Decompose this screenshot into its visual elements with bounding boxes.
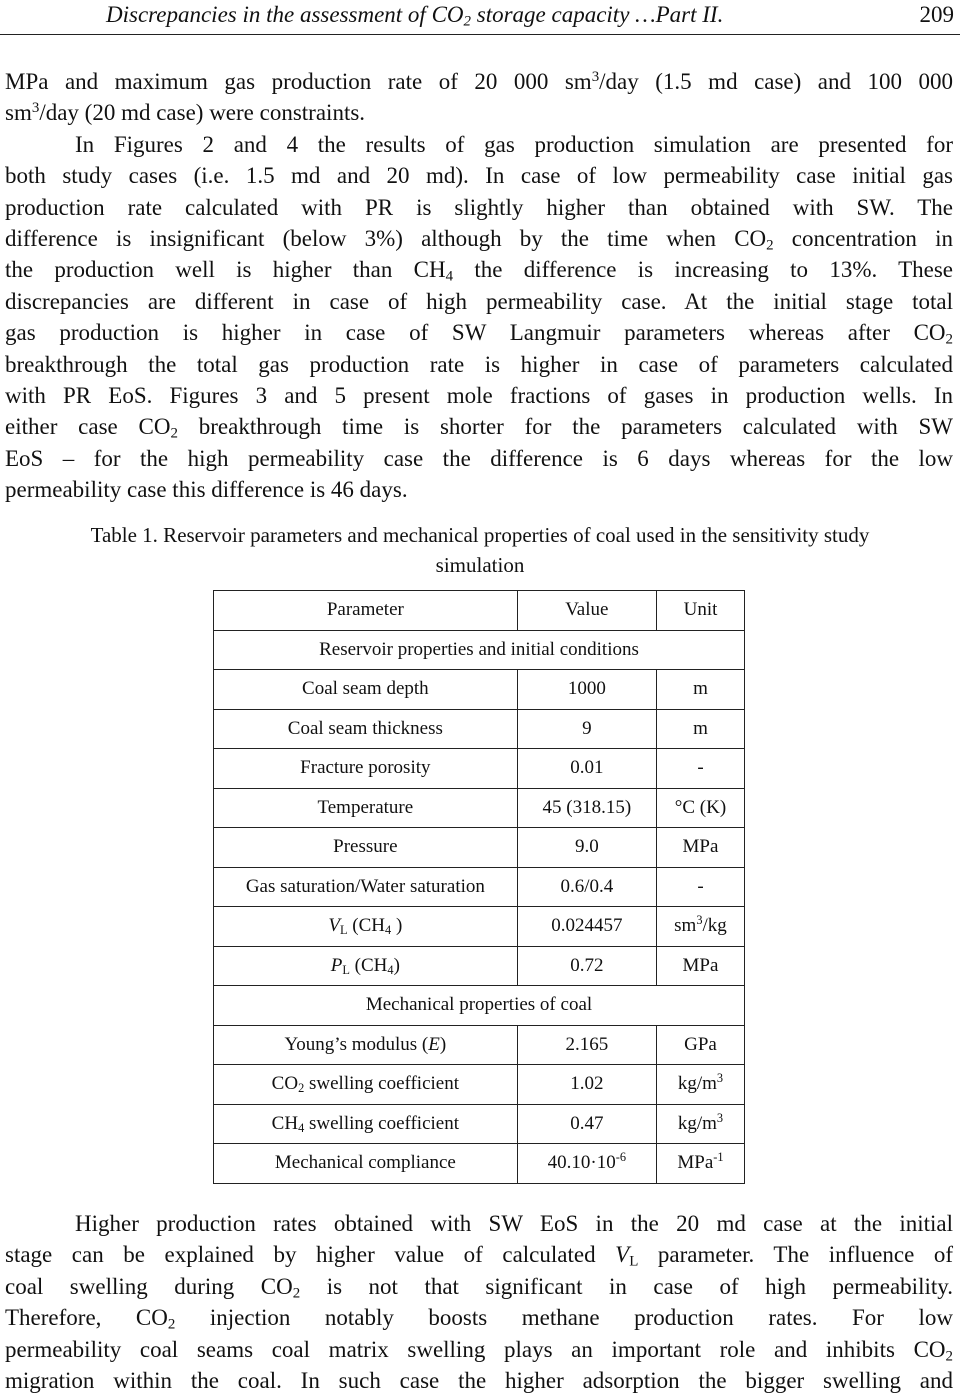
caption-line: Table 1. Reservoir parameters and mechanical properties of coal used in the sensitivity study [90,523,870,547]
parameters-table [213,590,745,1184]
text-line: the production well is higher than $CH_4$ the difference is increasing to 13%. These [5,257,953,286]
table-row [214,1144,745,1184]
unit-cell: °C (K) [656,788,744,828]
text-line: permeability case this difference is 46 days. [5,477,408,503]
param-cell: Gas saturation/Water saturation [214,867,518,907]
text-line: either case $CO_2$ breakthrough time is shorter for the parameters calculated with SW [5,414,953,443]
param-cell: $P_L$ $(CH_4)$ [214,946,518,986]
value-cell: 9 [517,709,656,749]
unit-cell: m [656,670,744,710]
text-line: difference is insignificant (below 3%) although by the time when $CO_2$ concentration in [5,226,953,254]
text-line: EoS – for the high permeability case the difference is 6 days whereas for the low [5,445,953,471]
value-cell: 9.0 [517,828,656,868]
text-line: gas production is higher in case of SW Langmuir parameters whereas after $CO_2$ [5,320,953,348]
value-cell: 0.47 [517,1104,656,1144]
unit-cell: MPa$^{-1}$ [656,1144,744,1184]
param-cell: $CH_4$ swelling coefficient [214,1104,518,1144]
param-cell: Pressure [214,828,518,868]
table-header-row [214,591,745,631]
section-heading: Reservoir properties and initial conditions [214,630,745,670]
param-cell: Young’s modulus (E) [214,1025,518,1065]
text-line: coal swelling during $CO_2$ is not that significant in case of high permeability. [5,1273,953,1302]
text-line: In Figures 2 and 4 the results of gas production simulation are presented for [75,131,953,157]
value-cell: 1.02 [517,1065,656,1105]
table-row [214,1025,745,1065]
text-line: Therefore, $CO_2$ injection notably boosts methane production rates. For low [5,1305,953,1333]
table-row [214,867,745,907]
table-caption [0,520,960,580]
param-cell: Coal seam thickness [214,709,518,749]
header-cell: Value [517,591,656,631]
text-line: breakthrough the total gas production rate is higher in case of parameters calculated [5,351,953,377]
text-line: migration within the coal. In such case the higher adsorption the bigger swelling and [5,1368,953,1394]
header-cell: Unit [656,591,744,631]
table-row [214,670,745,710]
unit-cell: MPa [656,946,744,986]
unit-cell: GPa [656,1025,744,1065]
value-cell: 0.6/0.4 [517,867,656,907]
param-cell: $V_L$ ($CH_4$ ) [214,907,518,947]
value-cell: 45 (318.15) [517,788,656,828]
table-row [214,1065,745,1105]
running-header [0,0,960,35]
text-line: discrepancies are different in case of high permeability case. At the initial stage total [5,288,953,314]
table-row [214,788,745,828]
param-cell: Mechanical compliance [214,1144,518,1184]
text-line: Higher production rates obtained with SW EoS in the 20 md case at the initial [75,1211,953,1236]
table-row [214,709,745,749]
text-line: MPa and maximum gas production rate of 20 000 $sm^3$/day (1.5 md case) and 100 000 [5,68,954,94]
param-cell: $CO_2$ swelling coefficient [214,1065,518,1105]
table-row [214,749,745,789]
table-row [214,907,745,947]
text-line: $sm^3$/day (20 md case) were constraints. [5,100,366,126]
unit-cell: MPa [656,828,744,868]
page-number: 209 [919,2,954,27]
text-line: both study cases (i.e. 1.5 md and 20 md). In case of low permeability case initial gas [5,163,953,189]
unit-cell: - [656,749,744,789]
caption-line: simulation [435,553,525,577]
text-line: stage can be explained by higher value of calculated $V_L$ parameter. The influence of [5,1242,953,1271]
unit-cell: $sm^3/kg$ [656,907,744,947]
unit-cell: m [656,709,744,749]
header-cell: Parameter [214,591,518,631]
value-cell: $40.10\cdot 10^{-6}$ [517,1144,656,1184]
running-title: Discrepancies in the assessment of $CO_2$ storage capacity …Part II. [106,2,724,30]
section-row [214,986,745,1026]
paragraph-2 [5,1208,953,1396]
section-heading: Mechanical properties of coal [214,986,745,1026]
value-cell: 0.01 [517,749,656,789]
value-cell: 2.165 [517,1025,656,1065]
value-cell: 1000 [517,670,656,710]
param-cell: Temperature [214,788,518,828]
param-cell: Fracture porosity [214,749,518,789]
text-line: with PR EoS. Figures 3 and 5 present mole fractions of gases in production wells. In [5,383,953,409]
text-line: permeability coal seams coal matrix swelling plays an important role and inhibits $CO_2$ [5,1336,953,1365]
table-row [214,828,745,868]
paragraph-1 [5,66,953,506]
value-cell: 0.72 [517,946,656,986]
table-row [214,1104,745,1144]
param-cell: Coal seam depth [214,670,518,710]
text-line: production rate calculated with PR is slightly higher than obtained with SW. The [5,194,953,220]
unit-cell: $kg/m^3$ [656,1065,744,1105]
unit-cell: - [656,867,744,907]
table-row [214,946,745,986]
section-row [214,630,745,670]
unit-cell: $kg/m^3$ [656,1104,744,1144]
value-cell: 0.024457 [517,907,656,947]
